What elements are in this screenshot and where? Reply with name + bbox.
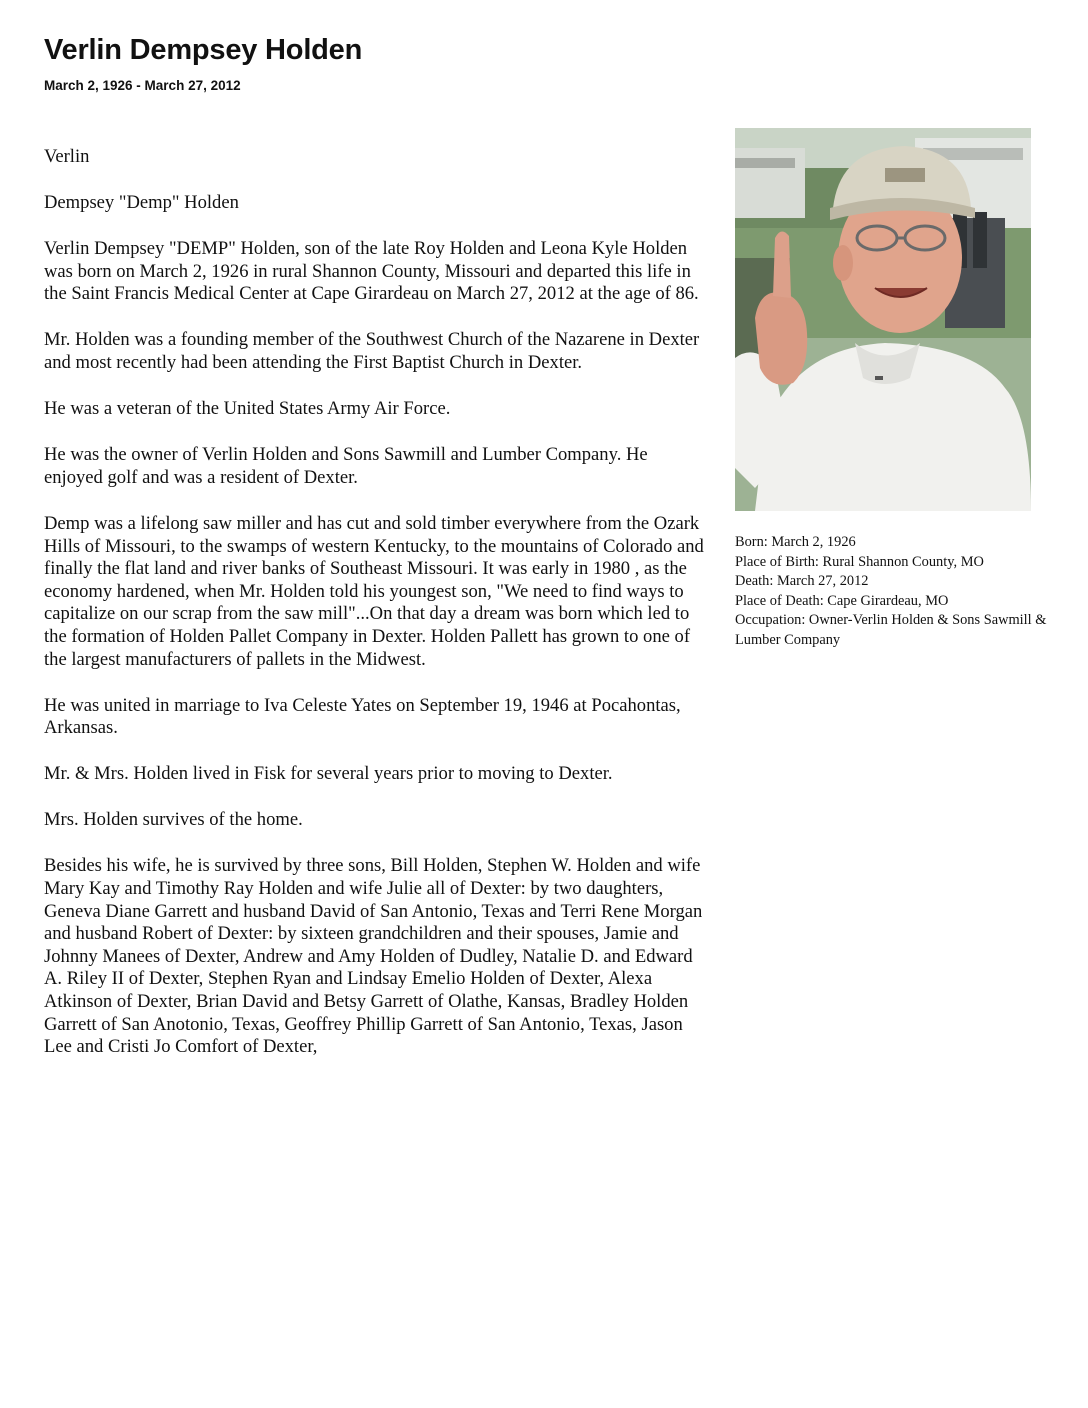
obituary-paragraph: He was a veteran of the United States Army Air Force. bbox=[44, 398, 451, 420]
fact-place-of-birth: Place of Birth: Rural Shannon County, MO bbox=[735, 553, 984, 570]
obituary-paragraph: Besides his wife, he is survived by three sons, Bill Holden, Stephen W. Holden and wife Mary Kay and Timothy Ray Holden and wife Julie all of Dexter: by two daughters, Geneva Diane Garrett and husband David of San Antonio, Texas and Terri Rene Morgan and husband Robert of Dexter: by sixteen grandchildren and their spouses, Jamie and Johnny Manees of Dexter, Andrew and Amy Holden of Dudley, Natalie D. and Edward A. Riley II of Dexter, Stephen Ryan and Lindsay Emelio Holden of Dexter, Alexa Atkinson of Dexter, Brian David and Betsy Garrett of Olathe, Kansas, Bradley Holden Garrett of San Anotonio, Texas, Geoffrey Phillip Garrett of San Antonio, Texas, Jason Lee and Cristi Jo Comfort of Dexter, bbox=[44, 855, 703, 1058]
fact-occupation: Occupation: Owner-Verlin Holden & Sons Sawmill & Lumber Company bbox=[735, 612, 1047, 648]
life-dates: March 2, 1926 - March 27, 2012 bbox=[44, 78, 241, 93]
fact-born: Born: March 2, 1926 bbox=[735, 534, 856, 550]
fact-death: Death: March 27, 2012 bbox=[735, 573, 869, 590]
obituary-paragraph: Dempsey "Demp" Holden bbox=[44, 192, 239, 214]
obituary-body bbox=[44, 146, 704, 1082]
fact-place-of-death: Place of Death: Cape Girardeau, MO bbox=[735, 592, 949, 609]
obituary-paragraph: Demp was a lifelong saw miller and has cut and sold timber everywhere from the Ozark Hills of Missouri, to the swamps of western Kentucky, to the mountains of Colorado and finally the flat land and river banks of Southeast Missouri. It was early in 1980 , as the economy hardened, when Mr. Holden told his youngest son, "We need to find ways to capitalize on our scrap from the saw mill"...On that day a dream was born which led to the formation of Holden Pallet Company in Dexter. Holden Pallett has grown to one of the largest manufacturers of pallets in the Midwest. bbox=[44, 512, 704, 670]
page-title: Verlin Dempsey Holden bbox=[44, 34, 363, 66]
obituary-paragraph: Verlin Dempsey "DEMP" Holden, son of the late Roy Holden and Leona Kyle Holden was born on March 2, 1926 in rural Shannon County, Missouri and departed this life in the Saint Francis Medical Center at Cape Girardeau on March 27, 2012 at the age of 86. bbox=[44, 238, 699, 305]
obituary-paragraph: Mr. & Mrs. Holden lived in Fisk for several years prior to moving to Dexter. bbox=[44, 763, 613, 785]
obituary-paragraph: He was united in marriage to Iva Celeste Yates on September 19, 1946 at Pocahontas, Arkansas. bbox=[44, 694, 681, 739]
portrait-photo bbox=[735, 128, 1031, 511]
obituary-paragraph: He was the owner of Verlin Holden and Sons Sawmill and Lumber Company. He enjoyed golf and was a resident of Dexter. bbox=[44, 444, 648, 488]
vital-facts bbox=[735, 533, 1065, 651]
obituary-paragraph: Mrs. Holden survives of the home. bbox=[44, 809, 303, 831]
obituary-paragraph: Mr. Holden was a founding member of the Southwest Church of the Nazarene in Dexter and most recently had been attending the First Baptist Church in Dexter. bbox=[44, 329, 700, 374]
obituary-paragraph: Verlin bbox=[44, 146, 90, 167]
